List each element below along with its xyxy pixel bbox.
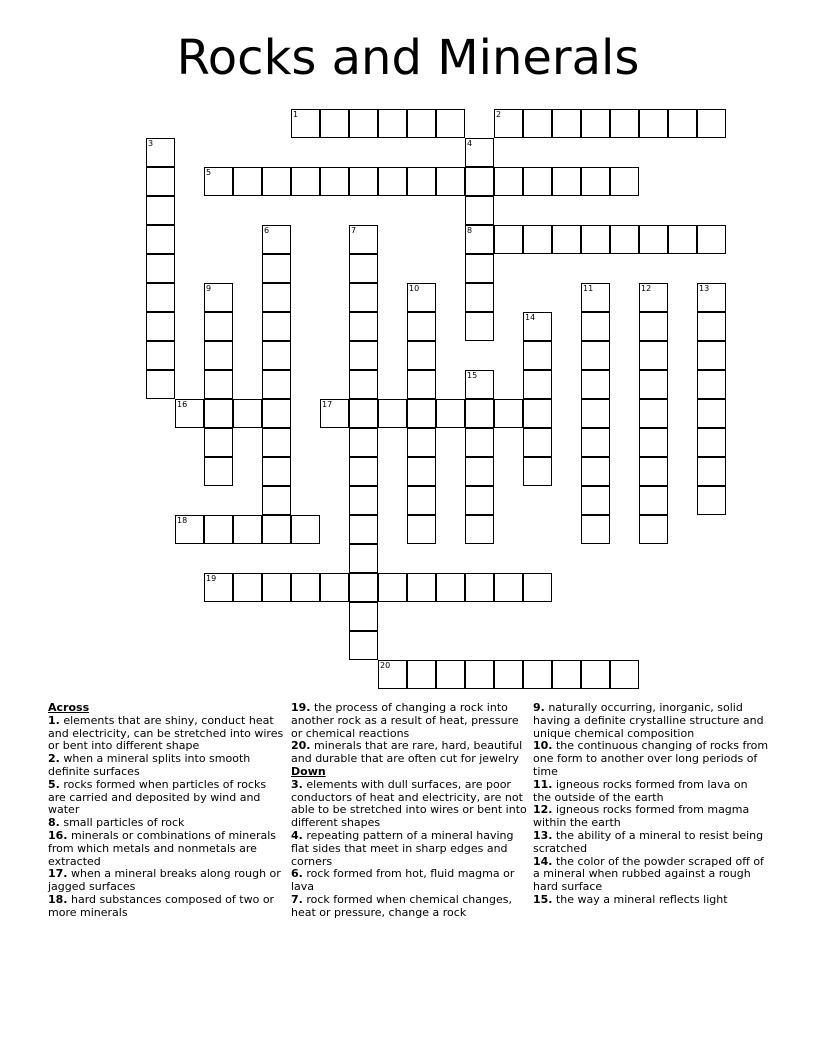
grid-cell[interactable] (465, 457, 494, 486)
grid-cell[interactable] (146, 283, 175, 312)
grid-cell[interactable] (407, 515, 436, 544)
grid-cell[interactable] (146, 312, 175, 341)
clue-list (533, 702, 769, 907)
clue-number: 17 (322, 400, 333, 409)
grid-cell[interactable] (494, 225, 523, 254)
clue (533, 804, 769, 830)
grid-cell[interactable] (349, 109, 378, 138)
grid-cell[interactable] (349, 486, 378, 515)
grid-cell[interactable] (465, 283, 494, 312)
grid-cell[interactable] (320, 167, 349, 196)
clue-number: 17. (48, 867, 68, 881)
grid-cell[interactable] (465, 312, 494, 341)
grid-cell[interactable] (407, 660, 436, 689)
grid-cell[interactable] (668, 109, 697, 138)
clue (533, 856, 769, 894)
clue-number: 6. (291, 867, 303, 881)
clue-number: 18. (48, 892, 68, 906)
grid-cell[interactable] (610, 167, 639, 196)
grid-cell[interactable] (407, 341, 436, 370)
grid-cell[interactable] (349, 602, 378, 631)
grid-cell[interactable] (552, 109, 581, 138)
grid-cell[interactable] (523, 225, 552, 254)
grid-cell[interactable] (291, 167, 320, 196)
grid-cell[interactable] (639, 457, 668, 486)
grid-cell[interactable] (523, 428, 552, 457)
grid-cell[interactable] (262, 167, 291, 196)
clue-list (48, 715, 284, 920)
grid-cell[interactable] (581, 167, 610, 196)
grid-cell[interactable] (349, 254, 378, 283)
grid-cell[interactable] (465, 573, 494, 602)
grid-cell[interactable] (610, 660, 639, 689)
grid-cell[interactable] (262, 399, 291, 428)
grid-cell[interactable] (639, 370, 668, 399)
grid-cell[interactable] (697, 109, 726, 138)
clue-text: igneous rocks formed from lava on the outside of the earth (533, 777, 748, 804)
grid-cell[interactable] (523, 573, 552, 602)
grid-cell[interactable] (204, 312, 233, 341)
grid-cell[interactable] (291, 515, 320, 544)
grid-cell[interactable] (639, 399, 668, 428)
clue-text: small particles of rock (59, 816, 185, 830)
grid-cell[interactable] (436, 399, 465, 428)
grid-cell[interactable] (233, 399, 262, 428)
grid-cell[interactable] (465, 254, 494, 283)
grid-cell[interactable] (204, 341, 233, 370)
grid-cell[interactable] (407, 457, 436, 486)
grid-cell[interactable] (494, 660, 523, 689)
clue-number: 7 (351, 226, 357, 235)
clue-number: 2. (48, 752, 60, 766)
clue-number: 14 (525, 313, 536, 322)
clue (291, 868, 527, 894)
grid-cell[interactable] (494, 399, 523, 428)
clue-text: minerals that are rare, hard, beautiful and durable that are often cut for jewelry (291, 739, 523, 766)
grid-cell[interactable] (465, 196, 494, 225)
grid-cell[interactable] (378, 109, 407, 138)
grid-cell[interactable] (233, 573, 262, 602)
clue (533, 830, 769, 856)
clue-number: 2 (496, 110, 502, 119)
grid-cell[interactable] (552, 225, 581, 254)
grid-cell[interactable] (639, 341, 668, 370)
grid-cell[interactable] (233, 515, 262, 544)
clue-text: minerals or combinations of minerals from which metals and nonmetals are extracted (48, 828, 277, 868)
grid-cell[interactable] (639, 515, 668, 544)
grid-cell[interactable] (204, 428, 233, 457)
grid-cell[interactable] (407, 399, 436, 428)
clue-number: 6 (264, 226, 270, 235)
grid-cell[interactable] (436, 109, 465, 138)
clue-number: 4. (291, 828, 303, 842)
clue-text: elements with dull surfaces, are poor conductors of heat and electricity, are not able to be stretched into wires or bent into different shapes (291, 777, 527, 830)
grid-cell[interactable] (494, 167, 523, 196)
clue-number: 16. (48, 828, 68, 842)
clue-text: the continuous changing of rocks from one form to another over long periods of time (533, 739, 769, 778)
grid-cell[interactable] (581, 109, 610, 138)
clue-text: when a mineral breaks along rough or jagged surfaces (48, 867, 281, 894)
clue-number: 7. (291, 892, 303, 906)
clue-list (291, 702, 527, 766)
clue-number: 20 (380, 661, 391, 670)
grid-cell[interactable] (262, 428, 291, 457)
clue-number: 8 (467, 226, 473, 235)
grid-cell[interactable] (407, 312, 436, 341)
grid-cell[interactable] (581, 457, 610, 486)
grid-cell[interactable] (523, 167, 552, 196)
grid-cell[interactable] (639, 312, 668, 341)
clue (48, 894, 284, 920)
clue-number: 15 (467, 371, 478, 380)
grid-cell[interactable] (204, 399, 233, 428)
grid-cell[interactable] (581, 341, 610, 370)
clue-text: rocks formed when particles of rocks are carried and deposited by wind and water (48, 777, 267, 817)
grid-cell[interactable] (204, 515, 233, 544)
grid-cell[interactable] (581, 399, 610, 428)
clue-number: 19 (206, 574, 217, 583)
grid-cell[interactable] (204, 457, 233, 486)
grid-cell[interactable] (349, 312, 378, 341)
clue-number: 20. (291, 739, 311, 753)
clue (291, 830, 527, 868)
clue (533, 702, 769, 740)
clue-text: elements that are shiny, conduct heat and electricity, can be stretched into wires or bent into different shape (48, 713, 284, 753)
clue (533, 740, 769, 778)
clue-text: the process of changing a rock into another rock as a result of heat, pressure or chemical reactions (291, 701, 519, 740)
grid-cell[interactable] (320, 109, 349, 138)
grid-cell[interactable] (146, 370, 175, 399)
grid-cell[interactable] (465, 167, 494, 196)
grid-cell[interactable] (407, 573, 436, 602)
grid-cell[interactable] (349, 428, 378, 457)
clue-number: 1. (48, 713, 60, 727)
grid-cell[interactable] (697, 312, 726, 341)
grid-cell[interactable] (465, 486, 494, 515)
clue-text: the ability of a mineral to resist being scratched (533, 828, 764, 855)
grid-cell[interactable] (349, 631, 378, 660)
grid-cell[interactable] (523, 109, 552, 138)
grid-cell[interactable] (146, 254, 175, 283)
grid-cell[interactable] (349, 544, 378, 573)
grid-cell[interactable] (146, 167, 175, 196)
clue-text: repeating pattern of a mineral having flat sides that meet in sharp edges and corners (291, 828, 514, 868)
clue-number: 8. (48, 816, 60, 830)
clue-column-3 (533, 702, 769, 907)
grid-cell[interactable] (378, 573, 407, 602)
grid-cell[interactable] (291, 573, 320, 602)
grid-cell[interactable] (262, 254, 291, 283)
clue (48, 830, 284, 868)
grid-cell[interactable] (639, 225, 668, 254)
grid-cell[interactable] (523, 660, 552, 689)
grid-cell[interactable] (639, 109, 668, 138)
clue-number: 3 (148, 139, 154, 148)
clue-number: 16 (177, 400, 188, 409)
clue-text: hard substances composed of two or more minerals (48, 892, 275, 919)
grid-cell[interactable] (465, 428, 494, 457)
grid-cell[interactable] (523, 457, 552, 486)
clue-number: 11. (533, 777, 553, 791)
clue (291, 779, 527, 830)
clue-number: 18 (177, 516, 188, 525)
clue-number: 14. (533, 854, 553, 868)
grid-cell[interactable] (349, 167, 378, 196)
grid-cell[interactable] (697, 370, 726, 399)
grid-cell[interactable] (523, 399, 552, 428)
clue-number: 1 (293, 110, 299, 119)
grid-cell[interactable] (407, 428, 436, 457)
clue-number: 4 (467, 139, 473, 148)
grid-cell[interactable] (610, 225, 639, 254)
grid-cell[interactable] (349, 573, 378, 602)
grid-cell[interactable] (697, 428, 726, 457)
grid-cell[interactable] (262, 370, 291, 399)
clue-number: 10 (409, 284, 420, 293)
clue (291, 740, 527, 766)
clue (48, 779, 284, 817)
grid-cell[interactable] (697, 457, 726, 486)
down-heading: Down (291, 764, 326, 778)
across-heading: Across (48, 701, 90, 714)
clue-text: naturally occurring, inorganic, solid having a definite crystalline structure and unique chemical composition (533, 701, 764, 740)
grid-cell[interactable] (697, 486, 726, 515)
grid-cell[interactable] (349, 515, 378, 544)
grid-cell[interactable] (349, 399, 378, 428)
grid-cell[interactable] (146, 196, 175, 225)
grid-cell[interactable] (697, 225, 726, 254)
grid-cell[interactable] (320, 573, 349, 602)
grid-cell[interactable] (378, 167, 407, 196)
grid-cell[interactable] (494, 573, 523, 602)
clue-number: 11 (583, 284, 594, 293)
clue-number: 12. (533, 803, 553, 817)
clue-number: 15. (533, 892, 553, 906)
grid-cell[interactable] (581, 660, 610, 689)
clue (533, 779, 769, 805)
clue-number: 3. (291, 777, 303, 791)
grid-cell[interactable] (581, 370, 610, 399)
grid-cell[interactable] (639, 428, 668, 457)
grid-cell[interactable] (436, 167, 465, 196)
clue-number: 9. (533, 701, 545, 714)
grid-cell[interactable] (146, 225, 175, 254)
clue-number: 5. (48, 777, 60, 791)
page-title: Rocks and Minerals (176, 30, 640, 86)
grid-cell[interactable] (407, 486, 436, 515)
clue-number: 9 (206, 284, 212, 293)
grid-cell[interactable] (639, 486, 668, 515)
grid-cell[interactable] (523, 341, 552, 370)
clue-number: 12 (641, 284, 652, 293)
grid-cell[interactable] (581, 225, 610, 254)
clue-column-1 (48, 702, 284, 920)
grid-cell[interactable] (349, 341, 378, 370)
grid-cell[interactable] (581, 312, 610, 341)
clue-text: rock formed from hot, fluid magma or lava (291, 867, 515, 894)
clue (533, 894, 769, 907)
clue-text: when a mineral splits into smooth definite surfaces (48, 752, 251, 778)
grid-cell[interactable] (581, 428, 610, 457)
grid-cell[interactable] (697, 399, 726, 428)
grid-cell[interactable] (552, 167, 581, 196)
grid-cell[interactable] (407, 370, 436, 399)
grid-cell[interactable] (262, 515, 291, 544)
clue-number: 19. (291, 701, 311, 714)
grid-cell[interactable] (262, 312, 291, 341)
clue-text: the color of the powder scraped off of a mineral when rubbed against a rough hard surface (533, 854, 764, 894)
grid-cell[interactable] (436, 660, 465, 689)
grid-cell[interactable] (581, 515, 610, 544)
grid-cell[interactable] (668, 225, 697, 254)
clue-column-2 (291, 702, 527, 920)
clue (48, 753, 284, 779)
grid-cell[interactable] (465, 399, 494, 428)
clue (291, 894, 527, 920)
grid-cell[interactable] (349, 370, 378, 399)
grid-cell[interactable] (465, 515, 494, 544)
grid-cell[interactable] (552, 660, 581, 689)
clue-text: igneous rocks formed from magma within the earth (533, 803, 750, 830)
grid-cell[interactable] (407, 167, 436, 196)
grid-cell[interactable] (523, 370, 552, 399)
clue-text: rock formed when chemical changes, heat or pressure, change a rock (291, 892, 512, 919)
grid-cell[interactable] (349, 283, 378, 312)
grid-cell[interactable] (610, 109, 639, 138)
grid-cell[interactable] (262, 573, 291, 602)
clue (291, 702, 527, 740)
grid-cell[interactable] (146, 341, 175, 370)
clue (48, 868, 284, 894)
clue-text: the way a mineral reflects light (552, 892, 728, 906)
clue-number: 13 (699, 284, 710, 293)
grid-cell[interactable] (378, 399, 407, 428)
clue-list (291, 779, 527, 920)
grid-cell[interactable] (407, 109, 436, 138)
clue-number: 5 (206, 168, 212, 177)
grid-cell[interactable] (436, 573, 465, 602)
grid-cell[interactable] (697, 341, 726, 370)
clue-number: 10. (533, 739, 553, 753)
grid-cell[interactable] (262, 341, 291, 370)
clue (48, 715, 284, 753)
grid-cell[interactable] (262, 283, 291, 312)
grid-cell[interactable] (262, 486, 291, 515)
grid-cell[interactable] (349, 457, 378, 486)
grid-cell[interactable] (465, 660, 494, 689)
grid-cell[interactable] (204, 370, 233, 399)
grid-cell[interactable] (262, 457, 291, 486)
grid-cell[interactable] (581, 486, 610, 515)
clue-number: 13. (533, 828, 553, 842)
grid-cell[interactable] (233, 167, 262, 196)
